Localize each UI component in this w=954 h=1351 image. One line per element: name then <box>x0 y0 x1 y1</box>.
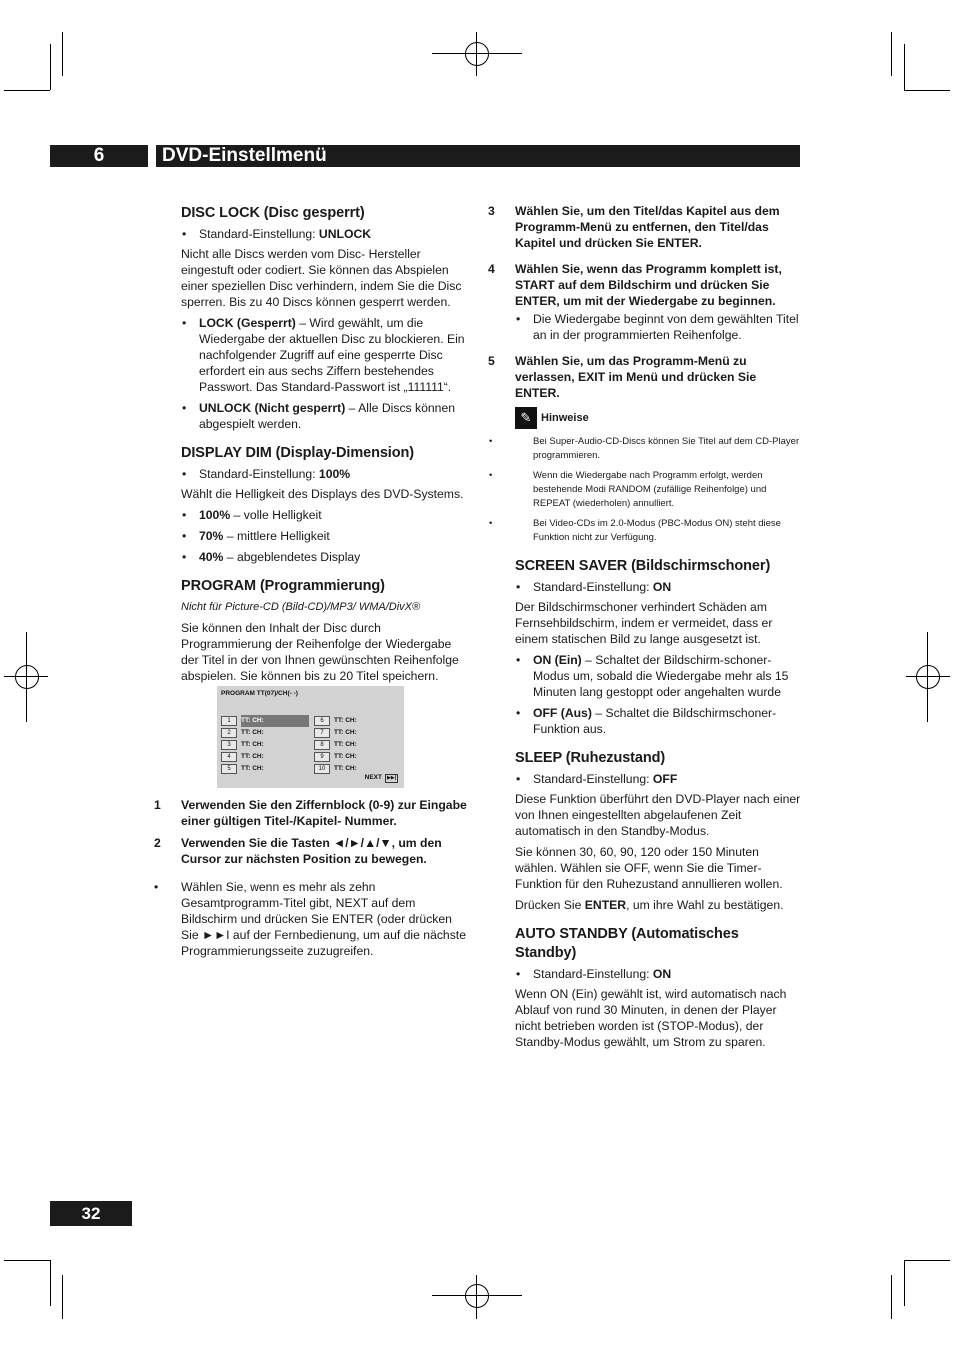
chapter-separator <box>148 145 156 167</box>
section-intro: Der Bildschirmschoner verhindert Schäden am Fernsehbildschirm, indem er vermeidet, dass er einem statischen Bild zu lange ausgesetzt ist. <box>515 600 773 646</box>
section-auto-standby <box>515 925 803 1050</box>
list-item: • LOCK (Gesperrt) – Wird gewählt, um die Wiedergabe der aktuellen Disc zu blockieren. Ein nachfolgender Zugriff auf eine gesperrte Disc erfordert ein aus sechs Ziffern bestehendes Passwort. Das Standard-Passwort ist „111111“. <box>181 315 469 395</box>
program-slot: 2 TT: CH: <box>221 728 311 738</box>
section-program <box>181 577 469 684</box>
program-slot: 5 TT: CH: <box>221 764 311 774</box>
step-item: 1 Verwenden Sie den Ziffernblock (0-9) zur Eingabe einer gültigen Titel-/Kapitel- Nummer. <box>154 798 467 828</box>
program-slot: 6 TT: CH: <box>314 716 404 726</box>
paragraph: Sie können 30, 60, 90, 120 oder 150 Minuten wählen. Wählen sie OFF, wenn Sie die Timer-Funktion für den Ruhezustand annullieren wollen. <box>515 845 783 891</box>
list-item: • ON (Ein) – Schaltet der Bildschirm-schoner-Modus um, sobald die Wiedergabe mehr als 15 Minuten lang gestoppt oder angehalten wurde <box>515 652 803 700</box>
tip-item: • Wählen Sie, wenn es mehr als zehn Gesamtprogramm-Titel gibt, NEXT auf dem Bildschirm und drücken Sie ENTER (oder drücken Sie ►►I auf der Fernbedienung, um auf die nächste Programmierungsseite zuzugreifen. <box>154 880 466 958</box>
screen-header: PROGRAM TT(07)/CH(- -) <box>221 690 298 697</box>
program-slot: 10 TT: CH: <box>314 764 404 774</box>
list-item: • OFF (Aus) – Schaltet die Bildschirmschoner-Funktion aus. <box>515 705 803 737</box>
hinweise-header: ✎ Hinweise <box>515 407 803 429</box>
chapter-number: 6 <box>93 145 105 166</box>
list-item: • 70% – mittlere Helligkeit <box>181 528 469 544</box>
section-heading: DISC LOCK (Disc gesperrt) <box>181 205 365 221</box>
step-item: 5 Wählen Sie, um das Programm-Menü zu verlassen, EXIT im Menü und drücken Sie ENTER. <box>488 354 757 400</box>
section-sleep <box>515 749 803 913</box>
section-display-dim <box>181 444 469 565</box>
list-item: • 100% – volle Helligkeit <box>181 507 469 523</box>
program-slot: 8 TT: CH: <box>314 740 404 750</box>
section-intro: Nicht alle Discs werden vom Disc- Hersteller eingestuft oder codiert. Sie können das Abspielen einer speziellen Disc verhindern, indem Sie die Disc sperren. Bis zu 40 Discs können gesperrt werden. <box>181 247 462 309</box>
section-heading: PROGRAM (Programmierung) <box>181 578 385 594</box>
list-item: • 40% – abgeblendetes Display <box>181 549 469 565</box>
section-heading: SCREEN SAVER (Bildschirmschoner) <box>515 558 771 574</box>
step-sub-item: • Die Wiedergabe beginnt von dem gewählten Titel an in der programmierten Reihenfolge. <box>515 311 803 343</box>
list-item: • UNLOCK (Nicht gesperrt) – Alle Discs können abgespielt werden. <box>181 400 469 432</box>
section-heading: SLEEP (Ruhezustand) <box>515 750 666 766</box>
paragraph: Drücken Sie ENTER, um ihre Wahl zu bestätigen. <box>515 898 784 912</box>
default-setting: • Standard-Einstellung: UNLOCK <box>181 226 469 242</box>
paragraph: Diese Funktion überführt den DVD-Player nach einer von Ihnen eingestellten abgelaufenen Zeit automatisch in den Standby-Modus. <box>515 792 801 838</box>
chapter-title: DVD-Einstellmenü <box>162 145 327 166</box>
step-item: 2 Verwenden Sie die Tasten ◄/►/▲/▼, um den Cursor zur nächsten Position zu bewegen. <box>154 836 442 866</box>
next-button[interactable]: NEXT ▶▶| <box>364 774 397 781</box>
program-slot: 3 TT: CH: <box>221 740 311 750</box>
section-intro: Wählt die Helligkeit des Displays des DVD-Systems. <box>181 487 464 501</box>
next-icon: ▶▶| <box>386 774 397 781</box>
note-item: • Bei Super-Audio-CD-Discs können Sie Titel auf dem CD-Player programmieren. <box>488 435 803 463</box>
section-screen-saver <box>515 557 803 737</box>
default-setting: • Standard-Einstellung: ON <box>515 579 803 595</box>
step-item: 4 Wählen Sie, wenn das Programm komplett ist, START auf dem Bildschirm und drücken Sie ENTER, um mit der Wiedergabe zu beginnen. <box>488 262 782 308</box>
note-item: • Wenn die Wiedergabe nach Programm erfolgt, werden bestehende Modi RANDOM (zufällige Reihenfolge) und REPEAT (wiederholen) annulliert. <box>488 469 803 511</box>
section-heading: DISPLAY DIM (Display-Dimension) <box>181 445 414 461</box>
program-steps <box>154 797 469 965</box>
program-screen <box>217 686 404 788</box>
step-item: 3 Wählen Sie, um den Titel/das Kapitel aus dem Programm-Menü zu entfernen, den Titel/das Kapitel und drücken Sie ENTER. <box>488 204 780 250</box>
program-slot: 4 TT: CH: <box>221 752 311 762</box>
left-column <box>181 204 469 689</box>
right-column <box>488 203 803 1055</box>
default-setting: • Standard-Einstellung: ON <box>515 966 803 982</box>
default-setting: • Standard-Einstellung: 100% <box>181 466 469 482</box>
program-slot: 9 TT: CH: <box>314 752 404 762</box>
section-intro: Sie können den Inhalt der Disc durch Programmierung der Reihenfolge der Wiedergabe der Titel in der von Ihnen gewünschten Reihenfolge abspielen. Sie können bis zu 20 Titel speichern. <box>181 621 459 683</box>
note-item: • Bei Video-CDs im 2.0-Modus (PBC-Modus ON) steht diese Funktion nicht zur Verfügung. <box>488 517 803 545</box>
program-slot: 1 TT: CH: <box>221 716 311 726</box>
page-number: 32 <box>50 1201 132 1226</box>
default-setting: • Standard-Einstellung: OFF <box>515 771 803 787</box>
section-heading: AUTO STANDBY (Automatisches Standby) <box>515 926 739 961</box>
pencil-icon: ✎ <box>515 407 537 429</box>
hinweise-box <box>515 407 803 429</box>
section-note: Nicht für Picture-CD (Bild-CD)/MP3/ WMA/DivX® <box>181 601 421 613</box>
section-intro: Wenn ON (Ein) gewählt ist, wird automatisch nach Ablauf von rund 30 Minuten, in denen der Player nicht betrieben worden ist (STOP-Modus), der Standby-Modus gewählt, um Strom zu sparen. <box>515 987 787 1049</box>
section-disc-lock <box>181 204 469 432</box>
program-slot: 7 TT: CH: <box>314 728 404 738</box>
